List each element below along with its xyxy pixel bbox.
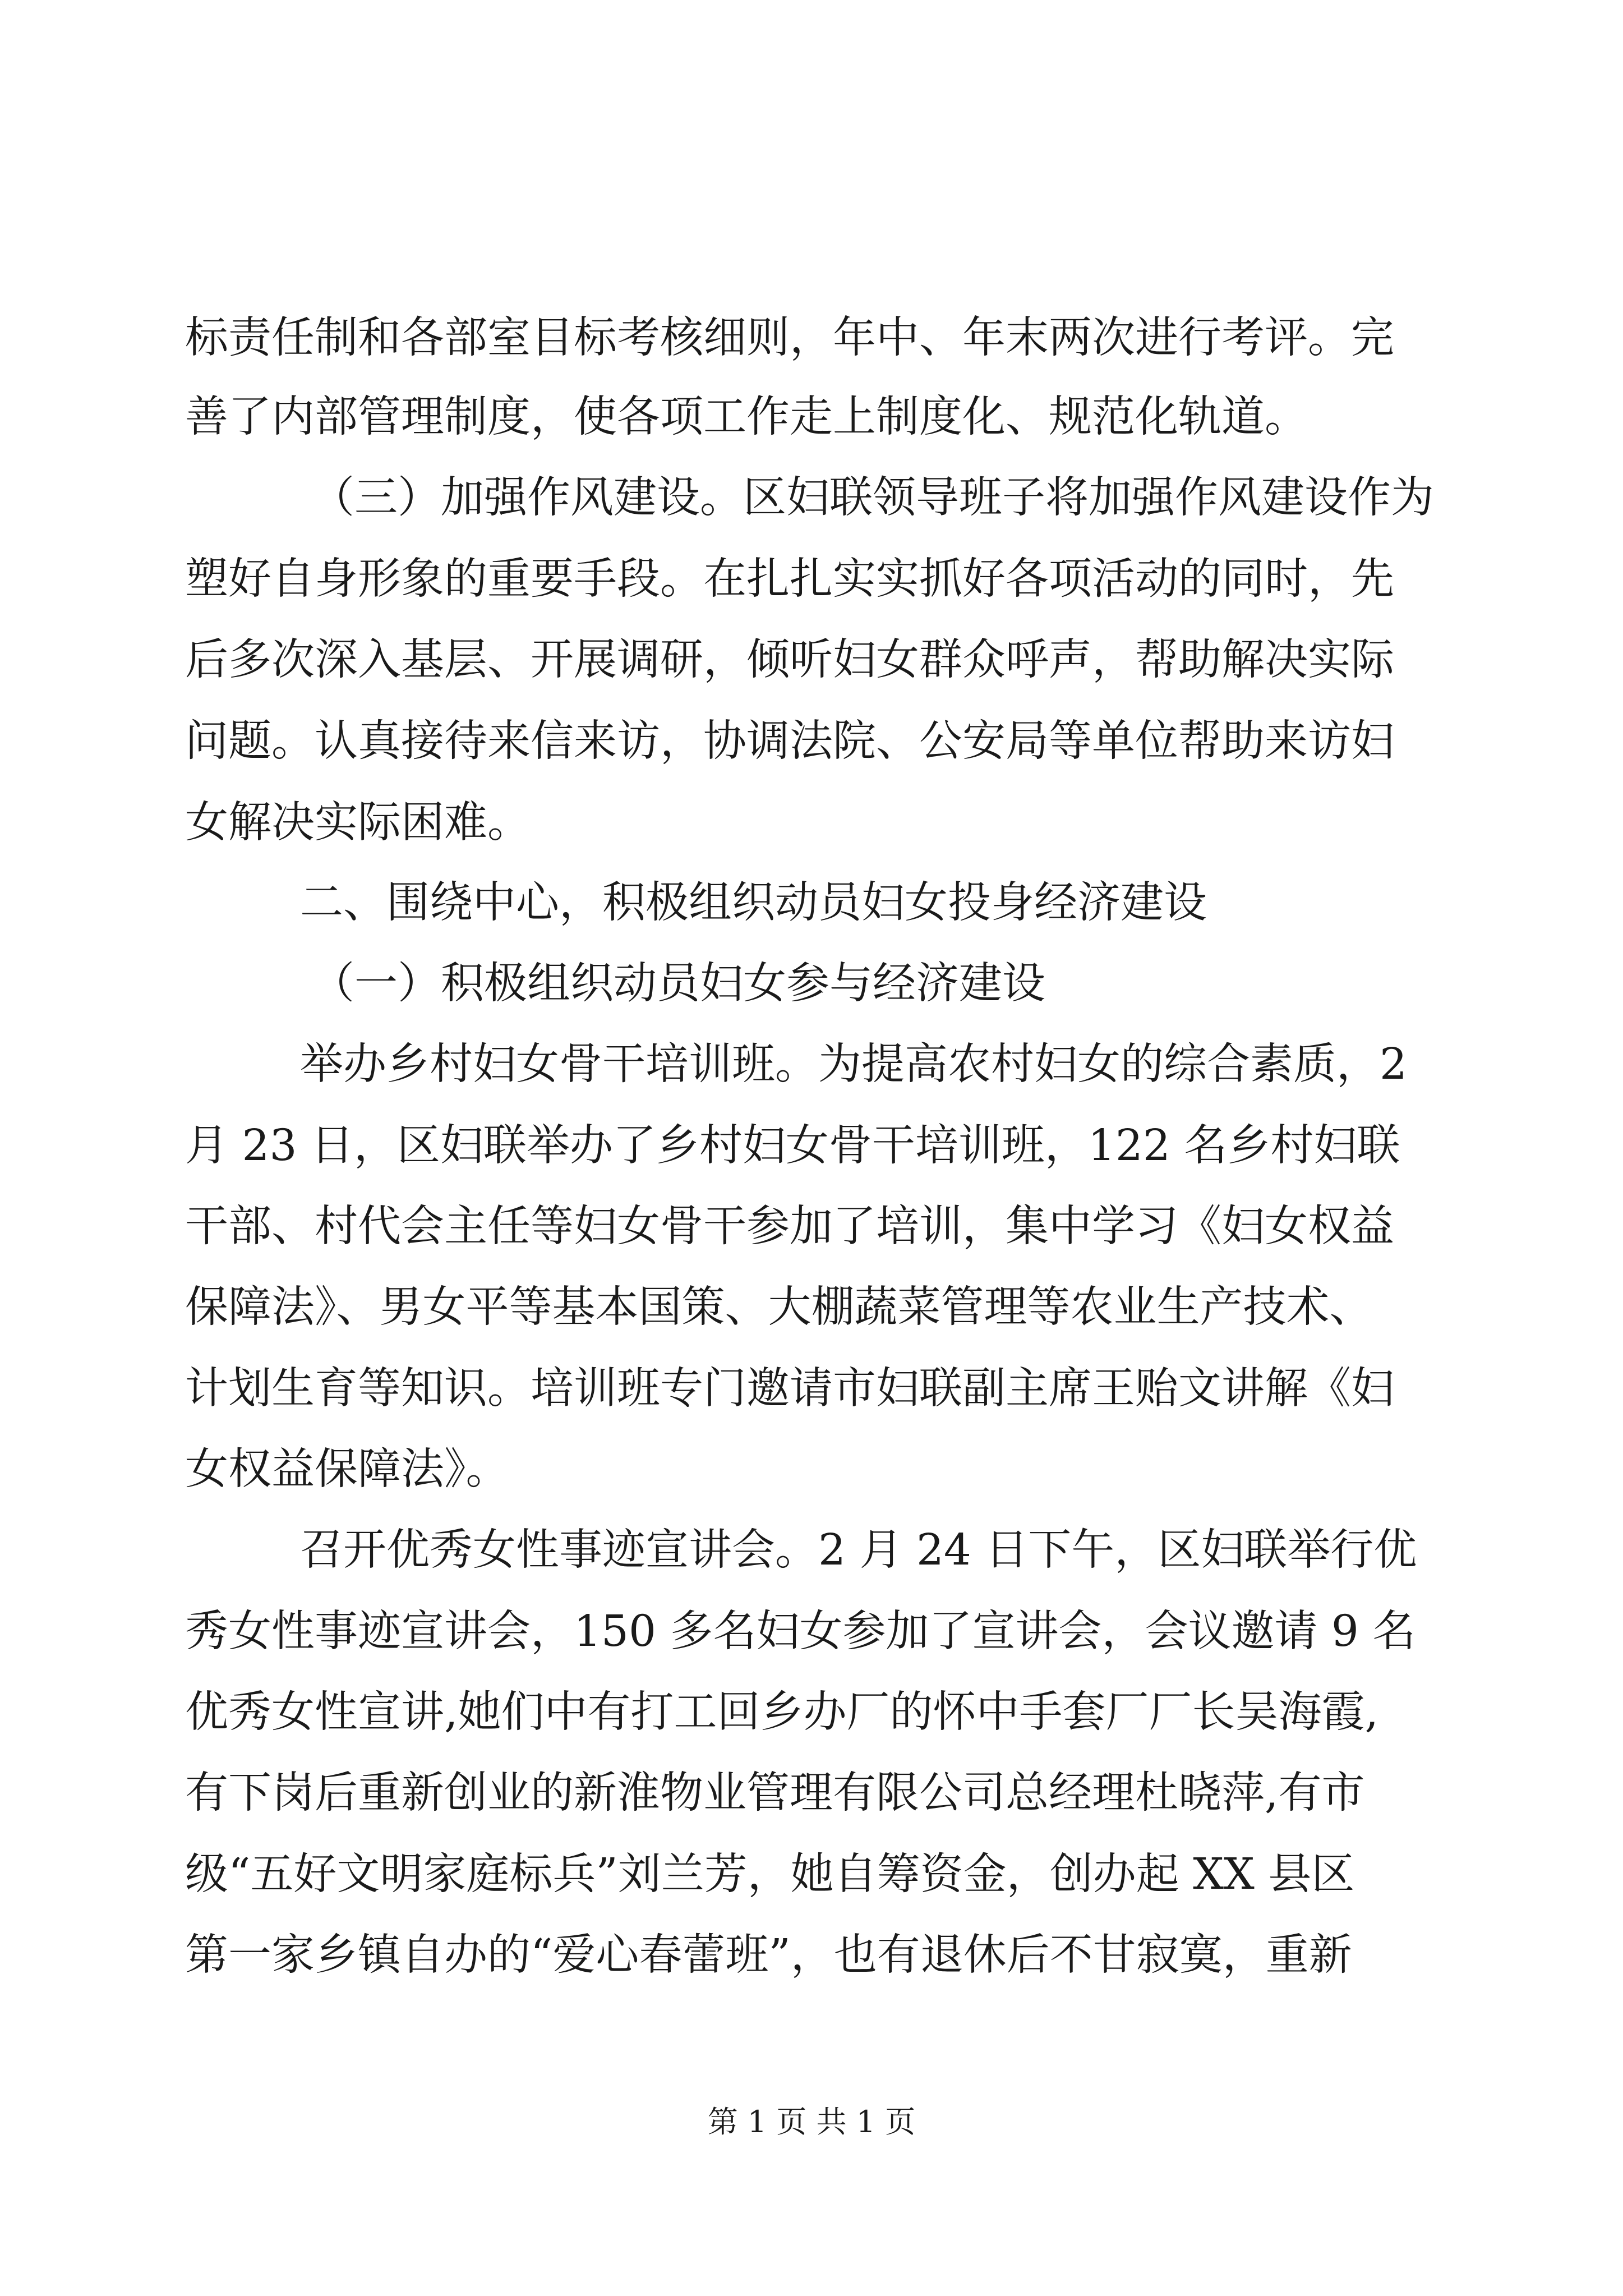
text-line: 后多次深入基层、开展调研，倾听妇女群众呼声，帮助解决实际 xyxy=(185,635,1394,685)
text-line: 秀女性事迹宣讲会，150 多名妇女参加了宣讲会，会议邀请 9 名 xyxy=(185,1607,1416,1657)
text-line: 善了内部管理制度，使各项工作走上制度化、规范化轨道。 xyxy=(185,392,1308,442)
text-line: 计划生育等知识。培训班专门邀请市妇联副主席王贻文讲解《妇 xyxy=(185,1364,1394,1414)
text-line: 举办乡村妇女骨干培训班。为提高农村妇女的综合素质，2 xyxy=(300,1039,1407,1089)
chapter-heading-2: 二、围绕中心，积极组织动员妇女投身经济建设 xyxy=(300,878,1207,928)
text-line: 干部、村代会主任等妇女骨干参加了培训，集中学习《妇女权益 xyxy=(185,1202,1394,1251)
text-line: 召开优秀女性事迹宣讲会。2 月 24 日下午，区妇联举行优 xyxy=(300,1525,1417,1575)
text-line: 标责任制和各部室目标考核细则，年中、年末两次进行考评。完 xyxy=(185,313,1394,363)
text-line: 有下岗后重新创业的新淮物业管理有限公司总经理杜晓萍,有市 xyxy=(185,1768,1365,1818)
text-line: 塑好自身形象的重要手段。在扎扎实实抓好各项活动的同时，先 xyxy=(185,554,1394,604)
text-line: 问题。认真接待来信来访，协调法院、公安局等单位帮助来访妇 xyxy=(185,716,1394,766)
text-line: 优秀女性宣讲,她们中有打工回乡办厂的怀中手套厂厂长吴海霞, xyxy=(185,1687,1378,1737)
text-line: 级“五好文明家庭标兵”刘兰芳，她自筹资金，创办起 XX 县区 xyxy=(185,1849,1355,1899)
text-line: 女权益保障法》。 xyxy=(185,1444,509,1494)
page-number-footer: 第 1 页 共 1 页 xyxy=(707,2104,916,2139)
text-line: 女解决实际困难。 xyxy=(185,798,531,848)
section-heading-3: （三）加强作风建设。区妇联领导班子将加强作风建设作为 xyxy=(311,473,1434,523)
section-heading-1: （一）积极组织动员妇女参与经济建设 xyxy=(311,959,1045,1009)
text-line: 第一家乡镇自办的“爱心春蕾班”，也有退休后不甘寂寞，重新 xyxy=(185,1930,1352,1980)
text-line: 保障法》、男女平等基本国策、大棚蔬菜管理等农业生产技术、 xyxy=(185,1282,1373,1332)
text-line: 月 23 日，区妇联举办了乡村妇女骨干培训班，122 名乡村妇联 xyxy=(185,1121,1400,1171)
